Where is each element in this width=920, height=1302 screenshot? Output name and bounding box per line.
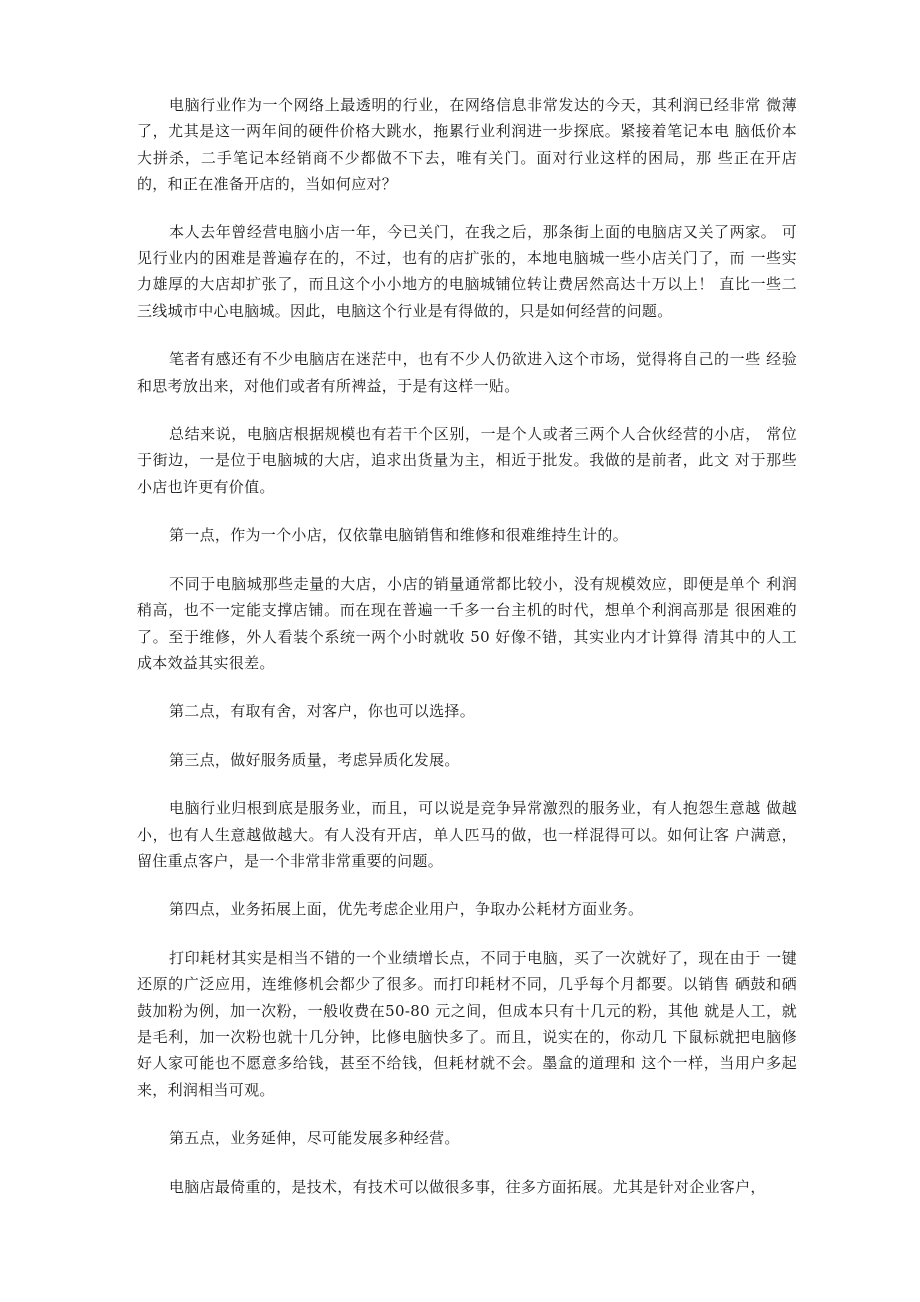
paragraph-point-4: 第四点，业务拓展上面，优先考虑企业用户，争取办公耗材方面业务。 — [169, 900, 644, 919]
document-body — [137, 92, 797, 1200]
paragraph-point-5: 第五点，业务延伸，尽可能发展多种经营。 — [169, 1129, 460, 1148]
paragraph-intro: 电脑行业作为一个网络上最透明的行业，在网络信息非常发达的今天，其利润已经非常 微薄了，尤其是这一两年间的硬件价格大跳水，拖累行业利润进一步探底。紧接着笔记本电 脑低价本大拼杀，二手笔记本经销商不少都做不下去，唯有关门。面对行业这样的困局，那 些正在开店的，和正在准备开店的，当如何应对？ — [137, 96, 797, 194]
paragraph-point-1-detail: 不同于电脑城那些走量的大店，小店的销量通常都比较小，没有规模效应，即便是单个 利润稍高，也不一定能支撑店铺。而在现在普遍一千多一台主机的时代，想单个利润高那是 很困难的了。至于维修，外人看装个系统一两个小时就收 50 好像不错，其实业内才计算得 清其中的人工成本效益其实很差。 — [137, 574, 797, 672]
paragraph-point-1: 第一点，作为一个小店，仅依靠电脑销售和维修和很难维持生计的。 — [169, 526, 629, 545]
paragraph-summary: 总结来说，电脑店根据规模也有若干个区别，一是个人或者三两个人合伙经营的小店， 常位于街边，一是位于电脑城的大店，追求出货量为主，相近于批发。我做的是前者，此文 对于那些小店也许更有价值。 — [137, 425, 797, 496]
paragraph-point-5-detail: 电脑店最倚重的，是技术，有技术可以做很多事，往多方面拓展。尤其是针对企业客户， — [169, 1177, 766, 1196]
paragraph-point-2: 第二点，有取有舍，对客户，你也可以选择。 — [169, 702, 476, 721]
paragraph-purpose: 笔者有感还有不少电脑店在迷茫中，也有不少人仍欲进入这个市场，觉得将自己的一些 经验和思考放出来，对他们或者有所裨益，于是有这样一贴。 — [137, 350, 797, 395]
paragraph-point-4-detail: 打印耗材其实是相当不错的一个业绩增长点，不同于电脑，买了一次就好了，现在由于 一键还原的广泛应用，连维修机会都少了很多。而打印耗材不同，几乎每个月都要。以销售 硒鼓和硒鼓加粉为例，加一次粉，一般收费在50-80 元之间，但成本只有十几元的粉，其他 就是人工，就是毛利，加一次粉也就十几分钟，比修电脑快多了。而且，说实在的，你动几 下鼠标就把电脑修好人家可能也不愿意多给钱，甚至不给钱，但耗材就不会。墨盒的道理和 这个一样，当用户多起来，利润相当可观。 — [137, 948, 797, 1099]
paragraph-point-3-detail: 电脑行业归根到底是服务业，而且，可以说是竞争异常激烈的服务业，有人抱怨生意越 做越小，也有人生意越做越大。有人没有开店，单人匹马的做，也一样混得可以。如何让客 户满意，留住重点客户，是一个非常非常重要的问题。 — [137, 799, 797, 870]
paragraph-point-3: 第三点，做好服务质量，考虑异质化发展。 — [169, 750, 460, 769]
paragraph-experience: 本人去年曾经营电脑小店一年，今已关门，在我之后，那条街上面的电脑店又关了两家。 可见行业内的困难是普遍存在的，不过，也有的店扩张的，本地电脑城一些小店关门了，而 一些实力雄厚的大店却扩张了，而且这个小小地方的电脑城铺位转让费居然高达十万以上！ 直比一些二三线城市中心电脑城。因此，电脑这个行业是有得做的，只是如何经营的问题。 — [137, 222, 797, 320]
